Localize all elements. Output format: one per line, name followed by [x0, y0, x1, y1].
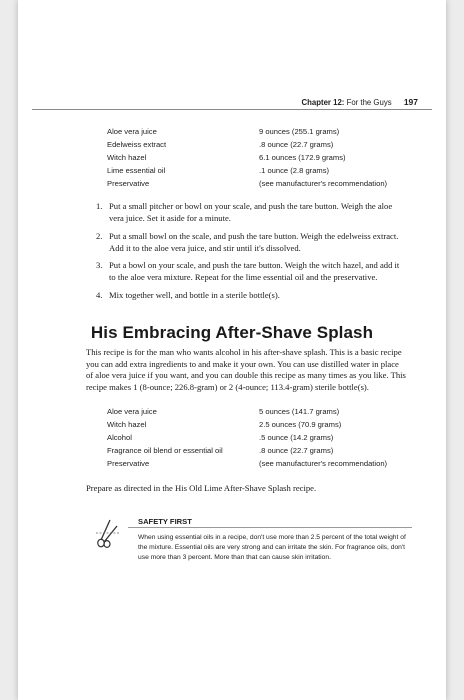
step-number: 4.	[96, 289, 103, 300]
ingredient-name: Aloe vera juice	[107, 407, 157, 416]
recipe-intro: This recipe is for the man who wants alcohol in his after-shave splash. This is a basic recipe you can add extra ingredients to and make it your own. You can use distilled water in place of aloe vera juice if you want, and you can double this recipe as many times as you like. This recipe makes 1 (8-ounce; 226.8-gram) or 2 (4-ounce; 113.4-gram) sterile bottle(s).	[86, 347, 406, 392]
step-number: 2.	[96, 230, 103, 241]
ingredient-row	[107, 405, 387, 418]
ingredient-name: Edelweiss extract	[107, 140, 167, 149]
ingredient-name: Witch hazel	[107, 420, 147, 429]
chapter-label: Chapter 12:	[301, 98, 345, 107]
recipe-heading: His Embracing After-Shave Splash	[90, 323, 374, 342]
ingredient-amount: (see manufacturer's recommendation)	[259, 459, 388, 468]
step-text: Put a bowl on your scale, and push the tare button. Weigh the witch hazel, and add it to the aloe vera mixture. Repeat for the lime essential oil and the preservative.	[109, 260, 400, 282]
step-item	[96, 259, 402, 283]
page-number: 197	[403, 97, 418, 107]
safety-text: When using essential oils in a recipe, don't use more than 2.5 percent of the total weight of the mixture. Essential oils are very strong and can irritate the skin. For fragrance oils, don't use more than 3 percent. More than that can cause skin irritation.	[138, 534, 406, 562]
ingredient-name: Witch hazel	[107, 153, 147, 162]
directions-text: Prepare as directed in the His Old Lime After-Shave Splash recipe.	[86, 483, 317, 493]
ingredient-row	[107, 444, 387, 457]
ingredient-row	[107, 457, 387, 470]
step-text: Put a small bowl on the scale, and push the tare button. Weigh the edelweiss extract. Add it to the aloe vera juice, and stir until it's dissolved.	[109, 230, 399, 253]
ingredients-table	[107, 405, 387, 470]
step-item	[96, 230, 402, 254]
ingredient-amount: 5 ounces (141.7 grams)	[259, 407, 340, 416]
step-item	[96, 200, 402, 224]
safety-title: SAFETY FIRST	[128, 515, 412, 528]
ingredient-amount: 6.1 ounces (172.9 grams)	[259, 153, 346, 162]
chapter-title: For the Guys	[346, 98, 392, 107]
ingredient-amount: 9 ounces (255.1 grams)	[259, 127, 340, 136]
step-number: 1.	[96, 201, 103, 211]
ingredient-name: Alcohol	[107, 433, 132, 442]
ingredient-name: Aloe vera juice	[107, 127, 157, 136]
header-rule	[32, 109, 432, 110]
ingredient-name: Lime essential oil	[107, 166, 166, 175]
ingredient-amount: .8 ounce (22.7 grams)	[259, 140, 334, 149]
ingredient-amount: (see manufacturer's recommendation)	[259, 179, 388, 188]
ingredient-amount: 2.5 ounces (70.9 grams)	[259, 420, 342, 429]
steps-list	[96, 200, 402, 306]
ingredient-amount: .5 ounce (14.2 grams)	[259, 433, 334, 442]
ingredient-name: Fragrance oil blend or essential oil	[107, 446, 223, 455]
ingredient-row	[107, 177, 387, 190]
ingredient-row	[107, 151, 387, 164]
scissors-icon	[95, 518, 121, 548]
ingredient-amount: .8 ounce (22.7 grams)	[259, 446, 334, 455]
ingredient-row	[107, 125, 387, 138]
ingredient-row	[107, 164, 387, 177]
ingredients-table	[107, 125, 387, 190]
book-page	[18, 0, 446, 700]
ingredient-row	[107, 418, 387, 431]
step-text: Mix together well, and bottle in a sterile bottle(s).	[109, 289, 280, 300]
ingredient-name: Preservative	[107, 459, 150, 468]
step-item	[96, 289, 402, 301]
ingredient-name: Preservative	[107, 179, 150, 188]
ingredient-row	[107, 138, 387, 151]
ingredient-row	[107, 431, 387, 444]
step-text: Put a small pitcher or bowl on your scale, and push the tare button. Weigh the aloe vera juice. Set it aside for a minute.	[109, 201, 393, 223]
ingredient-amount: .1 ounce (2.8 grams)	[259, 166, 330, 175]
step-number: 3.	[96, 260, 103, 270]
running-head	[301, 97, 418, 107]
